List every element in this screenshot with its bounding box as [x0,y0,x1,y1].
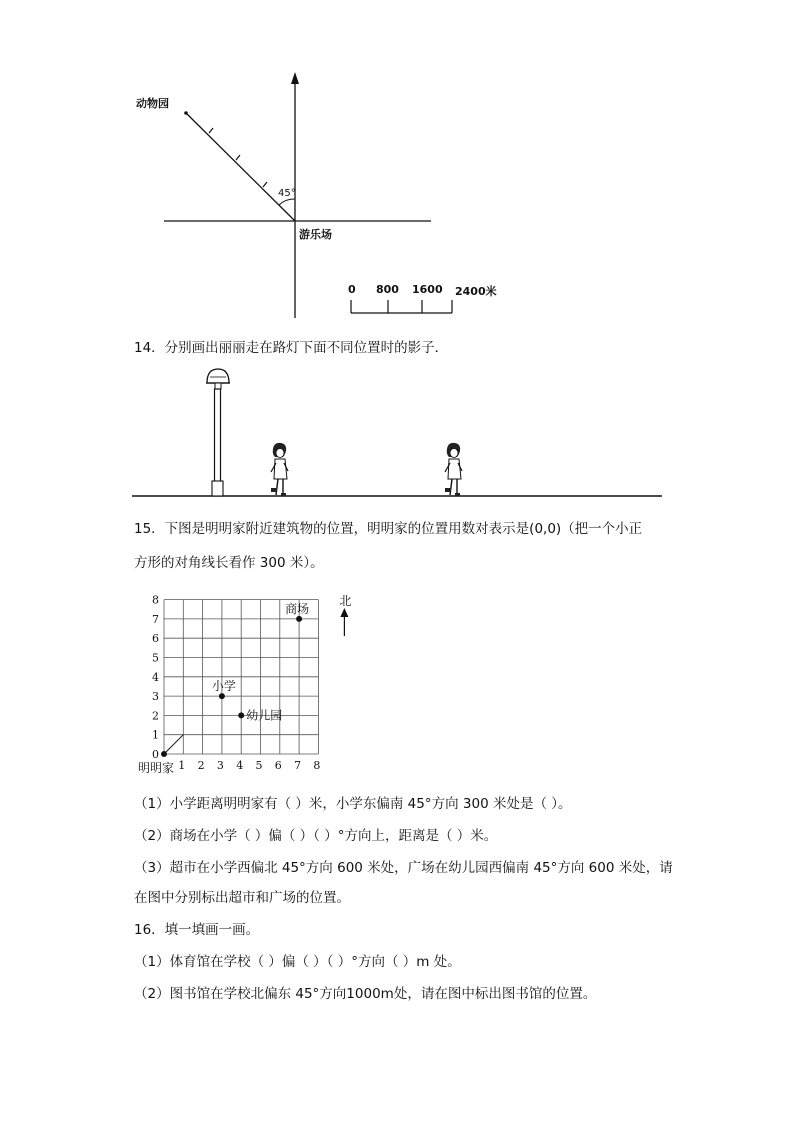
point-marker [238,712,244,718]
point-marker [161,751,167,757]
streetlamp-scene [130,365,665,501]
y-tick-label: 0 [152,748,159,761]
coordinate-grid [136,590,366,780]
point-label: 小学 [211,679,236,694]
scale-tick-2400: 2400米 [455,285,497,298]
x-tick-label: 8 [313,759,321,772]
north-label: 北 [339,594,352,608]
q15-line2: 方形的对角线长看作 300 米）。 [134,555,324,571]
y-tick-label: 1 [152,728,159,742]
point-label: 幼儿园 [246,708,283,723]
y-tick-label: 5 [152,651,159,665]
q14-text: 14．分别画出丽丽走在路灯下面不同位置时的影子． [134,340,449,356]
scale-tick-1600: 1600 [412,283,443,296]
zoo-label: 动物园 [136,97,169,110]
point-marker [296,616,302,622]
angle-label: 45° [278,188,296,199]
y-tick-label: 4 [152,670,159,684]
x-tick-label: 5 [255,759,263,772]
point-label: 明明家 [138,761,175,775]
x-tick-label: 7 [294,759,302,772]
scale-tick-0: 0 [348,283,356,296]
q15-sub1: （1）小学距离明明家有（ ）米，小学东偏南 45°方向 300 米处是（ ）。 [134,796,572,812]
x-tick-label: 1 [178,759,186,772]
girl-figure-2 [445,443,462,496]
point-label: 商场 [285,601,310,616]
q15-sub3-line1: （3）超市在小学西偏北 45°方向 600 米处，广场在幼儿园西偏南 45°方向 600 米处，请 [134,860,673,876]
q16-title: 16．填一填画一画。 [134,922,260,938]
q16-sub1: （1）体育馆在学校（ ）偏（ ）（ ）°方向（ ）m 处。 [134,954,461,970]
y-tick-label: 8 [152,593,159,607]
point-marker [219,693,225,699]
scale-tick-800: 800 [376,283,399,296]
q16-sub2: （2）图书馆在学校北偏东 45°方向1000m处，请在图中标出图书馆的位置。 [134,986,597,1002]
y-tick-label: 2 [152,709,159,723]
x-tick-label: 4 [236,759,244,772]
q15-sub3-line2: 在图中分别标出超市和广场的位置。 [134,890,350,906]
unit-diagonal [164,735,183,754]
y-tick-label: 6 [152,632,159,646]
x-tick-label: 2 [197,759,205,772]
north-arrow-icon [340,608,348,617]
x-tick-label: 3 [216,759,224,772]
y-tick-label: 3 [152,690,159,704]
y-tick-label: 7 [152,612,159,626]
park-label: 游乐场 [299,228,332,241]
streetlamp-icon [206,369,230,496]
q15-line1: 15．下图是明明家附近建筑物的位置，明明家的位置用数对表示是(0,0)（把一个小正 [134,521,643,537]
x-tick-label: 6 [274,759,282,772]
q15-sub2: （2）商场在小学（ ）偏（ ）（ ）°方向上，距离是（ ）米。 [134,828,498,844]
girl-figure-1 [271,443,288,496]
